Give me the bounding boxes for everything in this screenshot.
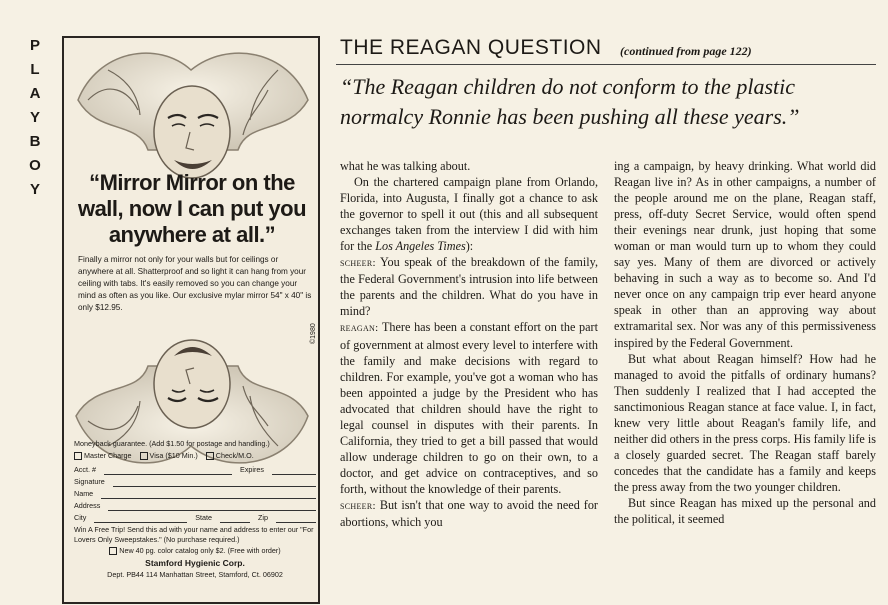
master-charge-option[interactable] (74, 450, 132, 462)
acct-label: Acct. # (74, 465, 96, 474)
text: But isn't that one way to avoid the need for abortions, which you (340, 497, 598, 530)
checkbox[interactable] (74, 452, 82, 460)
address-label: Address (74, 501, 101, 510)
paragraph (340, 319, 598, 497)
mirror-advertisement (62, 36, 320, 604)
ad-body-text: Finally a mirror not only for your walls but for ceilings or anywhere at all. Shatterproof and so light it can hang from your ceiling with tabs. It's easily removed so you can change your mind as often as you like. Our exclusive mylar mirror 54" x 40" is only $12.95. (78, 255, 312, 312)
magazine-letter: L (30, 61, 40, 78)
option-label: Check/M.O. (215, 451, 254, 460)
zip-field[interactable] (276, 513, 316, 523)
pull-quote: “The Reagan children do not conform to the plastic normalcy Ronnie has been pushing all these years.” (340, 74, 800, 129)
company-address: Dept. PB44 114 Manhattan Street, Stamford, Ct. 06902 (107, 570, 283, 579)
check-option[interactable] (206, 450, 254, 462)
paragraph (340, 174, 598, 254)
paragraph (340, 497, 598, 530)
magazine-letter: Y (29, 109, 40, 126)
paragraph: what he was talking about. (340, 159, 471, 173)
name-label: Name (74, 489, 94, 498)
checkbox[interactable] (140, 452, 148, 460)
ad-headline: “Mirror Mirror on the wall, now I can put you anywhere at all.” (77, 170, 307, 247)
magazine-letter: A (29, 85, 41, 102)
state-label: State (195, 513, 212, 522)
name-field[interactable] (101, 489, 316, 499)
text: You speak of the breakdown of the family, the Federal Government's intrusion into life between the parents and the children. What do you have in mind? (340, 255, 598, 319)
title-rule (336, 64, 876, 65)
option-label: Visa ($10 Min.) (149, 451, 198, 460)
article-column-1 (340, 158, 598, 530)
acct-field[interactable] (104, 465, 232, 475)
checkbox[interactable] (206, 452, 214, 460)
paragraph: But since Reagan has mixed up the personal and the political, it seemed (614, 495, 876, 527)
expires-field[interactable] (272, 465, 316, 475)
continued-note: (continued from page 122) (620, 44, 752, 58)
address-row (74, 500, 316, 512)
signature-row (74, 476, 316, 488)
sweepstakes-text: Win A Free Trip! Send this ad with your name and address to enter our "For Lovers Only Sweepstakes." (No purchase required.) (74, 525, 314, 544)
speaker-label: reagan: (340, 322, 379, 335)
option-label: Master Charge (84, 451, 132, 460)
checkbox[interactable] (109, 547, 117, 555)
city-field[interactable] (94, 513, 187, 523)
payment-options (74, 450, 316, 462)
paragraph (340, 254, 598, 319)
catalog-option[interactable] (74, 545, 316, 557)
visa-option[interactable] (140, 450, 198, 462)
article-title: THE REAGAN QUESTION (340, 36, 602, 59)
article-column-2 (614, 158, 876, 527)
expires-label: Expires (240, 465, 264, 474)
magazine-letter: Y (29, 181, 40, 198)
catalog-label: New 40 pg. color catalog only $2. (Free with order) (119, 546, 281, 555)
magazine-letter: B (29, 133, 41, 150)
state-field[interactable] (220, 513, 250, 523)
text: There has been a constant effort on the part of government at almost every level to interfere with the family and make decisions with regard to children. For example, you've got a woman who has been appointed a judge by the President who has advocated that children should have the right to legal counsel in disputes with their parents. In California, they tried to get a bill passed that would allow underage children to go on their own, to a doctor, and get advice on contraceptives, and so forth, without the knowledge of their parents. (340, 320, 598, 496)
acct-row (74, 464, 316, 476)
address-field[interactable] (108, 501, 316, 511)
order-form (74, 438, 316, 581)
copyright-mark: ©1980 (310, 323, 317, 344)
text: ): (465, 239, 474, 254)
zip-label: Zip (258, 513, 268, 522)
city-label: City (74, 513, 87, 522)
speaker-label: scheer: (340, 257, 376, 270)
magazine-letter: P (29, 37, 40, 54)
signature-label: Signature (74, 477, 105, 486)
city-row (74, 512, 316, 524)
paragraph: But what about Reagan himself? How had he managed to avoid the pitfalls of ordinary humans? Then suddenly I realized that I had accepted the sanctimonious Reagan stance at face value. I, in fact, knew very little about Reagan's family life, and neither did others in the press corps. His family life is a closely guarded secret. The Reagan staff barely concedes that the candidate has a family and keeps the press away from the two younger children. (614, 351, 876, 494)
name-row (74, 488, 316, 500)
company-name: Stamford Hygienic Corp. (145, 558, 245, 568)
publication-name: Los Angeles Times (375, 239, 466, 254)
text: On the chartered campaign plane from Orlando, Florida, into Augusta, I finally got a chance to ask the governor to spell it out (this and all subsequent exchanges taken from the interview I did with him for the (340, 175, 598, 254)
paragraph: ing a campaign, by heavy drinking. What world did Reagan live in? As in other campaigns, a number of the people around me on the plane, Reagan staff, press, off-duty Secret Service, would often spend their evenings near drunk, just hoping that some woman or man would turn up to whom they could say yes. Many of them are divorced or actively behaving in such a way as to become so. And I'd never once on any campaign trip ever heard anyone speak in other than an approving way about extramarital sex. Nor was any of this permissiveness inspired by the Federal Government. (614, 159, 876, 350)
speaker-label: scheer: (340, 499, 376, 512)
guarantee-text: Moneyback guarantee. (Add $1.50 for postage and handling.) (74, 439, 270, 448)
magazine-name (24, 34, 46, 202)
magazine-letter: O (29, 157, 41, 174)
signature-field[interactable] (113, 477, 316, 487)
